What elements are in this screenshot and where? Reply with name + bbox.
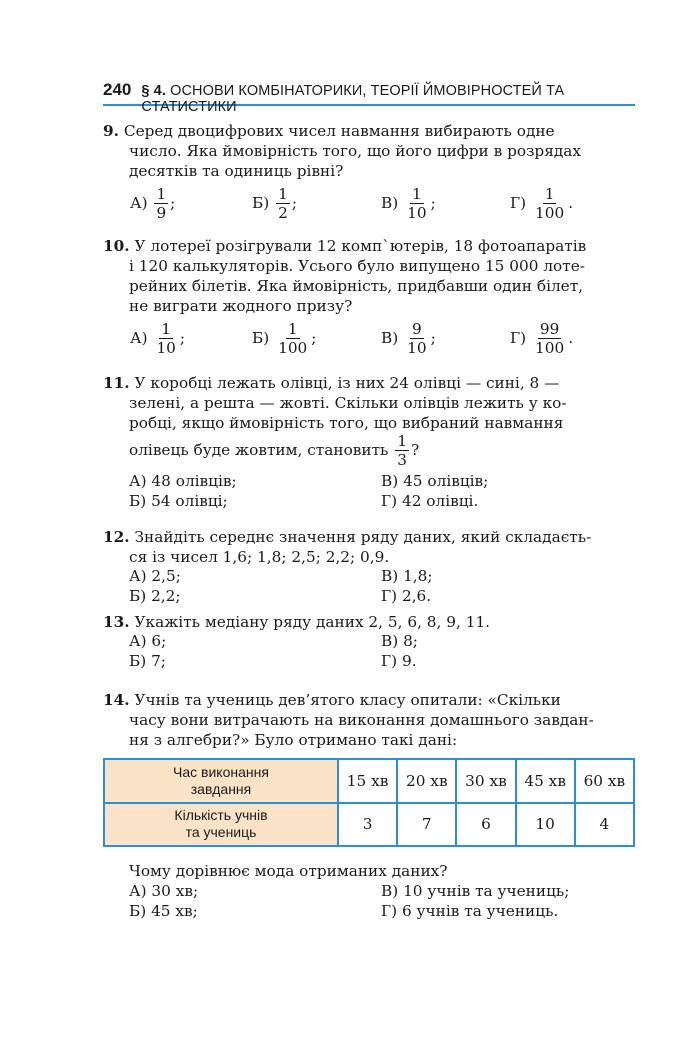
problem-number: 14. <box>103 691 130 709</box>
table-cell: 45 хв <box>516 759 575 803</box>
problem-text-line: 10. У лотереї розігрували 12 комп`ютерів, 18 фотоапаратів <box>103 237 587 255</box>
option-v: В) $\frac{9}{10}$ ; <box>381 319 436 357</box>
section-title <box>141 83 635 115</box>
table-cell: 15 хв <box>338 759 397 803</box>
option-v: В) $\frac{1}{10}$ ; <box>381 184 436 222</box>
section-mark: § 4. <box>141 83 166 99</box>
fraction: $\frac{1}{3}$ <box>397 431 407 469</box>
option-b: Б) $\frac{1}{2}$ ; <box>252 184 297 222</box>
problem-11 <box>103 373 635 433</box>
option-b: Б) $\frac{1}{100}$ ; <box>252 319 317 357</box>
option-a: А) 6; <box>129 632 167 650</box>
table-row <box>104 803 634 847</box>
option-v: В) 8; <box>381 632 418 650</box>
fraction: $\frac{1}{100}$ <box>278 319 308 357</box>
option-b: Б) 45 хв; <box>129 902 198 920</box>
problem-number: 13. <box>103 613 130 631</box>
problem-text-line: зелені, а решта — жовті. Скільки олівців лежить у ко- <box>129 394 567 412</box>
problem-14 <box>103 690 635 750</box>
option-g: Г) 6 учнів та учениць. <box>381 902 559 920</box>
option-v: В) 45 олівців; <box>381 472 489 490</box>
table-cell: 4 <box>575 803 634 847</box>
problem-text-line: робці, якщо ймовірність того, що вибраний навмання <box>129 414 564 432</box>
option-a: А) 48 олівців; <box>129 472 237 490</box>
option-g: Г) $\frac{99}{100}$ . <box>510 319 574 357</box>
option-g: Г) 9. <box>381 652 417 670</box>
problem-text-line: не виграти жодного призу? <box>129 297 353 315</box>
data-table <box>103 758 635 847</box>
problem-text-line: ся із чисел 1,6; 1,8; 2,5; 2,2; 0,9. <box>129 548 390 566</box>
problem-text-line: 14. Учнів та учениць дев’ятого класу опитали: «Скільки <box>103 691 561 709</box>
problem-10 <box>103 236 635 316</box>
problem-text-line: 13. Укажіть медіану ряду даних 2, 5, 6, 8, 9, 11. <box>103 613 491 631</box>
fraction: $\frac{9}{10}$ <box>407 319 427 357</box>
option-b: Б) 54 олівці; <box>129 492 228 510</box>
problem-text-line: рейних білетів. Яка ймовірність, придбавши один білет, <box>129 277 584 295</box>
option-a: А) 2,5; <box>129 567 181 585</box>
option-g: Г) 42 олівці. <box>381 492 479 510</box>
page-header <box>103 80 635 115</box>
problem-number: 10. <box>103 237 130 255</box>
fraction: $\frac{1}{10}$ <box>407 184 427 222</box>
problem-number: 12. <box>103 528 130 546</box>
problem-text-line: олівець буде жовтим, становить $\frac{1}{3}$ ? <box>129 431 420 469</box>
problem-9 <box>103 121 635 181</box>
problem-text-line: 12. Знайдіть середнє значення ряду даних, який складаєть- <box>103 528 592 546</box>
row-header-time: Час виконання завдання <box>104 759 338 803</box>
problem-text-line: часу вони витрачають на виконання домашнього завдан- <box>129 711 594 729</box>
problem-text-line: число. Яка ймовірність того, що його цифри в розрядах <box>129 142 582 160</box>
fraction: $\frac{1}{10}$ <box>156 319 176 357</box>
problem-text-line: і 120 калькуляторів. Усього було випущено 15 000 лоте- <box>129 257 585 275</box>
table-cell: 60 хв <box>575 759 634 803</box>
table-cell: 7 <box>397 803 456 847</box>
table-cell: 10 <box>516 803 575 847</box>
option-a: А) $\frac{1}{10}$ ; <box>130 319 186 357</box>
problem-14-question: Чому дорівнює мода отриманих даних? <box>129 862 448 880</box>
problem-12 <box>103 527 635 567</box>
problem-13 <box>103 612 635 632</box>
problem-text-line: 11. У коробці лежать олівці, із них 24 олівці — сині, 8 — <box>103 374 560 392</box>
problem-text-line: 9. Серед двоцифрових чисел навмання вибирають одне <box>103 122 555 140</box>
fraction: $\frac{1}{9}$ <box>156 184 167 222</box>
option-b: Б) 2,2; <box>129 587 181 605</box>
problem-number: 11. <box>103 374 130 392</box>
problem-text-line: ня з алгебри?» Було отримано такі дані: <box>129 731 458 749</box>
option-g: Г) $\frac{1}{100}$ . <box>510 184 574 222</box>
problem-text-line: десятків та одиниць рівні? <box>129 162 344 180</box>
option-v: В) 10 учнів та учениць; <box>381 882 570 900</box>
option-v: В) 1,8; <box>381 567 433 585</box>
fraction: $\frac{1}{2}$ <box>278 184 288 222</box>
option-g: Г) 2,6. <box>381 587 432 605</box>
option-a: А) 30 хв; <box>129 882 199 900</box>
table-cell: 6 <box>456 803 515 847</box>
row-header-count: Кількість учнів та учениць <box>104 803 338 847</box>
option-b: Б) 7; <box>129 652 166 670</box>
table-row <box>104 759 634 803</box>
table-cell: 20 хв <box>397 759 456 803</box>
table-cell: 30 хв <box>456 759 515 803</box>
section-title-text: ОСНОВИ КОМБІНАТОРИКИ, ТЕОРІЇ ЙМОВІРНОСТЕЙ ТА СТАТИСТИКИ <box>141 83 565 115</box>
page-number: 240 <box>103 80 132 99</box>
option-a: А) $\frac{1}{9}$ ; <box>130 184 176 222</box>
problem-number: 9. <box>103 122 119 140</box>
fraction: $\frac{1}{100}$ <box>534 184 565 222</box>
fraction: $\frac{99}{100}$ <box>534 319 565 357</box>
table-cell: 3 <box>338 803 397 847</box>
